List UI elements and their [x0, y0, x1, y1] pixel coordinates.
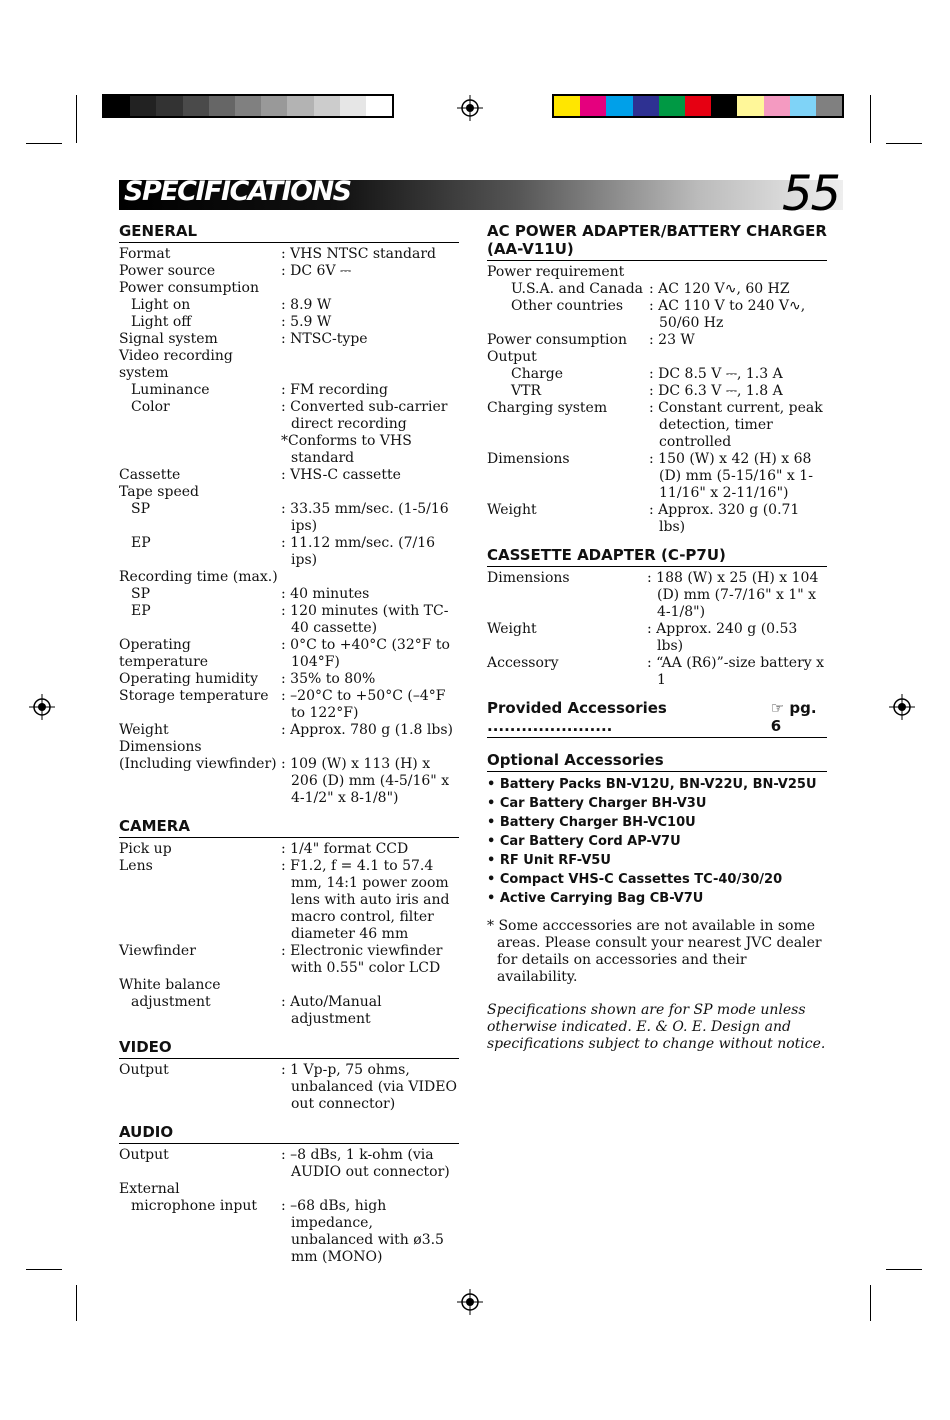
spec-label: Light off	[131, 314, 192, 330]
spec-label: (Including viewfinder)	[119, 756, 277, 772]
spec-value: : 0°C to +40°C (32°F to 104°F)	[281, 637, 450, 670]
spec-value: : Approx. 240 g (0.53 lbs)	[647, 621, 798, 654]
spec-label: Weight	[487, 502, 537, 518]
color-swatch	[366, 96, 392, 116]
spec-row	[119, 722, 459, 739]
spec-value: : 1/4" format CCD	[281, 841, 409, 857]
spec-value: : Approx. 320 g (0.71 lbs)	[649, 502, 800, 535]
spec-row	[119, 671, 459, 688]
color-swatch	[737, 96, 763, 116]
spec-row	[119, 977, 459, 994]
accessory-name: Compact VHS-C Cassettes TC-40/30/20	[499, 872, 783, 887]
spec-label: VTR	[511, 383, 541, 399]
spec-label: Charging system	[487, 400, 608, 416]
list-item	[487, 775, 827, 794]
registration-mark-icon	[457, 1289, 483, 1315]
spec-label: Lens	[119, 858, 153, 874]
spec-value	[281, 280, 459, 297]
spec-value: : FM recording	[281, 382, 389, 398]
spec-label: microphone input	[131, 1198, 257, 1214]
spec-label: Color	[131, 399, 170, 415]
optional-accessories-heading: Optional Accessories	[487, 751, 827, 772]
left-column	[119, 222, 459, 1266]
spec-value: : Converted sub-carrier direct recording	[281, 399, 448, 432]
grayscale-calibration-bar	[102, 94, 394, 118]
list-item	[487, 832, 827, 851]
spec-label: SP	[131, 501, 151, 517]
spec-row	[119, 263, 459, 280]
spec-value: : 1 Vp-p, 75 ohms, unbalanced (via VIDEO out connector)	[281, 1062, 457, 1112]
list-item	[487, 870, 827, 889]
spec-row	[119, 637, 459, 671]
color-swatch	[235, 96, 261, 116]
crop-mark	[26, 1269, 62, 1270]
spec-value: : 23 W	[649, 332, 695, 348]
spec-value: : VHS-C cassette	[281, 467, 401, 483]
spec-row	[119, 399, 459, 433]
spec-value: : Auto/Manual adjustment	[281, 994, 382, 1027]
spec-row	[119, 382, 459, 399]
spec-value	[281, 348, 459, 382]
spec-row	[119, 484, 459, 501]
spec-value	[281, 484, 459, 501]
crop-mark	[870, 95, 871, 143]
spec-label: Operating temperature	[119, 637, 209, 670]
spec-value: *Conforms to VHS standard	[281, 433, 412, 466]
spec-label: Output	[119, 1062, 169, 1078]
spec-row	[487, 298, 827, 332]
color-swatch	[209, 96, 235, 116]
spec-value: : –8 dBs, 1 k-ohm (via AUDIO out connector)	[281, 1147, 450, 1180]
spec-label	[119, 433, 281, 467]
color-swatch	[580, 96, 606, 116]
spec-label: Output	[119, 1147, 169, 1163]
color-swatch	[340, 96, 366, 116]
spec-value: : 5.9 W	[281, 314, 332, 330]
color-swatch	[685, 96, 711, 116]
spec-row	[487, 383, 827, 400]
optional-accessories-list	[487, 775, 827, 908]
spec-row	[487, 349, 827, 366]
spec-row	[487, 655, 827, 689]
spec-row	[119, 858, 459, 943]
accessory-name: Car Battery Cord AP-V7U	[499, 834, 681, 849]
spec-value: : 33.35 mm/sec. (1-5/16 ips)	[281, 501, 449, 534]
video-heading: VIDEO	[119, 1038, 459, 1059]
provided-accessories-label: Provided Accessories ......................	[487, 699, 667, 735]
page-reference: ☞ pg. 6	[770, 699, 817, 735]
color-swatch	[816, 96, 842, 116]
spec-row	[487, 281, 827, 298]
spec-label: EP	[131, 603, 151, 619]
color-calibration-bar	[552, 94, 844, 118]
spec-row	[119, 1198, 459, 1266]
spec-label: Pick up	[119, 841, 172, 857]
general-heading: GENERAL	[119, 222, 459, 243]
spec-row	[119, 297, 459, 314]
video-spec-list	[119, 1062, 459, 1113]
spec-value: : F1.2, f = 4.1 to 57.4 mm, 14:1 power zoom lens with auto iris and macro control, filter diameter 46 mm	[281, 858, 450, 942]
spec-label: SP	[131, 586, 151, 602]
spec-row	[487, 264, 827, 281]
audio-spec-list	[119, 1147, 459, 1266]
list-item	[487, 813, 827, 832]
spec-label: White balance	[119, 977, 221, 993]
spec-label: Dimensions	[487, 570, 570, 586]
bullet-icon: •	[487, 796, 500, 811]
spec-row	[119, 739, 459, 756]
color-swatch	[156, 96, 182, 116]
spec-label: Viewfinder	[119, 943, 196, 959]
spec-row	[119, 535, 459, 569]
spec-row	[119, 331, 459, 348]
spec-label: Tape speed	[119, 484, 199, 500]
spec-label: Operating humidity	[119, 671, 259, 687]
spec-label: Other countries	[511, 298, 624, 314]
spec-row	[119, 314, 459, 331]
spec-row	[119, 433, 459, 467]
spec-label: adjustment	[131, 994, 211, 1010]
color-swatch	[183, 96, 209, 116]
spec-row	[119, 246, 459, 263]
spec-label: U.S.A. and Canada	[511, 281, 644, 297]
accessory-name: RF Unit RF-V5U	[499, 853, 611, 868]
spec-value: : 109 (W) x 113 (H) x 206 (D) mm (4-5/16" x 4-1/2" x 8-1/8")	[281, 756, 450, 806]
accessory-name: Battery Charger BH-VC10U	[499, 815, 696, 830]
spec-row	[119, 569, 459, 586]
spec-row	[487, 502, 827, 536]
spec-label: Weight	[119, 722, 169, 738]
crop-mark	[886, 1269, 922, 1270]
registration-mark-icon	[889, 694, 915, 720]
bullet-icon: •	[487, 872, 500, 887]
crop-mark	[76, 95, 77, 143]
spec-value: : –20°C to +50°C (–4°F to 122°F)	[281, 688, 446, 721]
spec-value	[649, 349, 827, 366]
spec-row	[487, 366, 827, 383]
spec-value	[281, 1181, 459, 1198]
crop-mark	[870, 1285, 871, 1321]
crop-mark	[26, 143, 62, 144]
audio-heading: AUDIO	[119, 1123, 459, 1144]
spec-label: Power consumption	[119, 280, 259, 296]
spec-row	[119, 280, 459, 297]
color-swatch	[659, 96, 685, 116]
spec-value: : –68 dBs, high impedance, unbalanced with ø3.5 mm (MONO)	[281, 1198, 444, 1265]
spec-value	[281, 569, 459, 586]
spec-value: : DC 8.5 V ⎓, 1.3 A	[649, 366, 783, 382]
spec-row	[487, 400, 827, 451]
spec-row	[119, 943, 459, 977]
spec-value: : DC 6V ⎓	[281, 263, 352, 279]
color-swatch	[130, 96, 156, 116]
spec-value: : 8.9 W	[281, 297, 332, 313]
spec-value: : “AA (R6)”-size battery x 1	[647, 655, 825, 688]
spec-value: : DC 6.3 V ⎓, 1.8 A	[649, 383, 783, 399]
spec-label: Video recording system	[119, 348, 233, 381]
spec-label: Format	[119, 246, 171, 262]
spec-label: Storage temperature	[119, 688, 269, 704]
spec-value: : 40 minutes	[281, 586, 370, 602]
spec-label: EP	[131, 535, 151, 551]
spec-value: : 11.12 mm/sec. (7/16 ips)	[281, 535, 436, 568]
bullet-icon: •	[487, 853, 500, 868]
spec-value: : NTSC-type	[281, 331, 368, 347]
right-column	[487, 222, 827, 1053]
color-swatch	[287, 96, 313, 116]
spec-label: Luminance	[131, 382, 210, 398]
spec-label: Power source	[119, 263, 216, 279]
color-swatch	[104, 96, 130, 116]
ac-adapter-spec-list	[487, 264, 827, 536]
cassette-adapter-heading: CASSETTE ADAPTER (C-P7U)	[487, 546, 827, 567]
spec-value: : 120 minutes (with TC-40 cassette)	[281, 603, 449, 636]
bullet-icon: •	[487, 834, 500, 849]
spec-value	[281, 739, 459, 756]
list-item	[487, 794, 827, 813]
color-swatch	[711, 96, 737, 116]
page-number: 55	[782, 166, 840, 222]
spec-row	[119, 1062, 459, 1113]
registration-mark-icon	[457, 95, 483, 121]
spec-value: : VHS NTSC standard	[281, 246, 437, 262]
page-title: SPECIFICATIONS	[124, 176, 351, 207]
color-swatch	[314, 96, 340, 116]
crop-mark	[886, 143, 922, 144]
spec-row	[119, 1181, 459, 1198]
spec-value: : AC 120 V∿, 60 HZ	[649, 281, 790, 297]
spec-row	[487, 570, 827, 621]
color-swatch	[790, 96, 816, 116]
spec-label: Dimensions	[487, 451, 570, 467]
spec-value: : 150 (W) x 42 (H) x 68 (D) mm (5-15/16" x 1-11/16" x 2-11/16")	[649, 451, 813, 501]
spec-value: : Constant current, peak detection, timer controlled	[649, 400, 823, 450]
spec-row	[119, 603, 459, 637]
disclaimer: Specifications shown are for SP mode unless otherwise indicated. E. & O. E. Design and specifications subject to change without notice.	[487, 1002, 826, 1052]
spec-label: Cassette	[119, 467, 181, 483]
spec-value: : 188 (W) x 25 (H) x 104 (D) mm (7-7/16" x 1" x 4-1/8")	[647, 570, 819, 620]
spec-value: : Electronic viewfinder with 0.55" color LCD	[281, 943, 443, 976]
spec-label: External	[119, 1181, 180, 1197]
spec-label: Light on	[131, 297, 191, 313]
spec-row	[119, 501, 459, 535]
spec-label: Power consumption	[487, 332, 627, 348]
spec-value: : 35% to 80%	[281, 671, 376, 687]
spec-label: Weight	[487, 621, 537, 637]
availability-note: * Some acccessories are not available in some areas. Please consult your nearest JVC dealer for details on accessories and their availability.	[487, 918, 822, 985]
spec-label: Signal system	[119, 331, 218, 347]
spec-row	[487, 451, 827, 502]
spec-row	[119, 994, 459, 1028]
spec-row	[487, 332, 827, 349]
list-item	[487, 851, 827, 870]
spec-value: : Approx. 780 g (1.8 lbs)	[281, 722, 453, 738]
spec-row	[119, 348, 459, 382]
spec-row	[119, 467, 459, 484]
cassette-adapter-spec-list	[487, 570, 827, 689]
accessory-name: Battery Packs BN-V12U, BN-V22U, BN-V25U	[499, 777, 817, 792]
spec-row	[119, 756, 459, 807]
spec-row	[119, 1147, 459, 1181]
spec-row	[487, 621, 827, 655]
color-swatch	[764, 96, 790, 116]
color-swatch	[554, 96, 580, 116]
spec-label: Charge	[511, 366, 564, 382]
crop-mark	[76, 1285, 77, 1321]
provided-accessories-line	[487, 699, 827, 738]
color-swatch	[633, 96, 659, 116]
bullet-icon: •	[487, 891, 500, 906]
bullet-icon: •	[487, 777, 500, 792]
camera-heading: CAMERA	[119, 817, 459, 838]
spec-value	[281, 977, 459, 994]
registration-mark-icon	[29, 694, 55, 720]
color-swatch	[261, 96, 287, 116]
spec-label: Dimensions	[119, 739, 202, 755]
camera-spec-list	[119, 841, 459, 1028]
spec-label: Accessory	[487, 655, 559, 671]
spec-value	[649, 264, 827, 281]
accessory-name: Active Carrying Bag CB-V7U	[499, 891, 704, 906]
color-swatch	[606, 96, 632, 116]
spec-row	[119, 688, 459, 722]
spec-value: : AC 110 V to 240 V∿, 50/60 Hz	[649, 298, 806, 331]
list-item	[487, 889, 827, 908]
spec-row	[119, 586, 459, 603]
bullet-icon: •	[487, 815, 500, 830]
ac-adapter-heading: AC POWER ADAPTER/BATTERY CHARGER (AA-V11U)	[487, 222, 827, 261]
spec-label: Power requirement	[487, 264, 625, 280]
spec-row	[119, 841, 459, 858]
spec-label: Recording time (max.)	[119, 569, 278, 585]
accessory-name: Car Battery Charger BH-V3U	[499, 796, 707, 811]
spec-label: Output	[487, 349, 537, 365]
general-spec-list	[119, 246, 459, 807]
